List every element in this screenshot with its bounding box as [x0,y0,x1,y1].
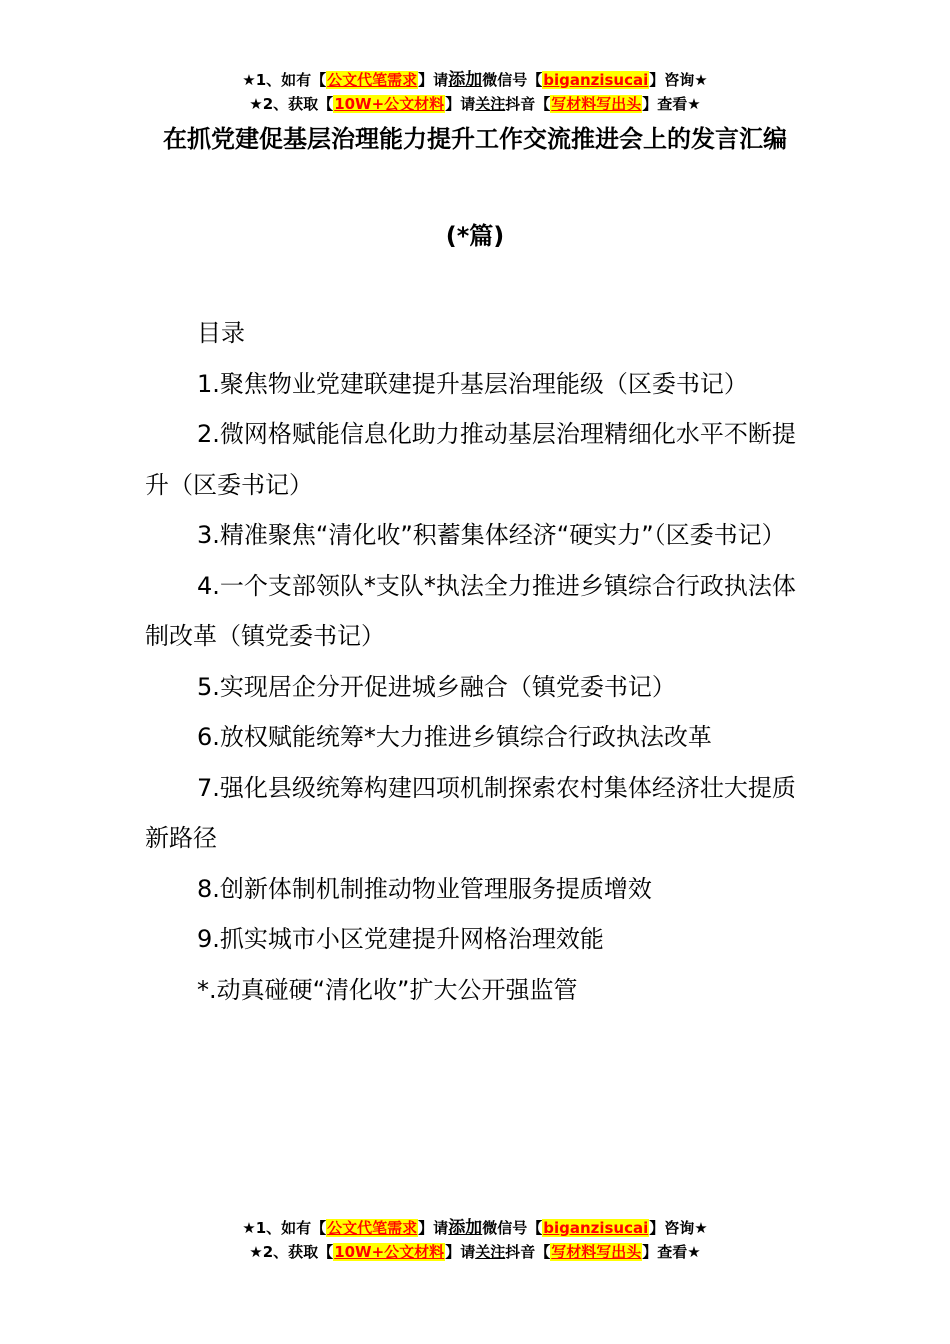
toc-item: 8.创新体制机制推动物业管理服务提质增效 [197,874,652,903]
banner-line-1: ★1、如有【公文代笔需求】请添加微信号【biganzisucai】咨询★ [242,1218,708,1238]
toc-heading: 目录 [197,319,245,347]
toc-item: *.动真碰硬“清化收”扩大公开强监管 [197,975,578,1004]
douyin-highlight: 写材料写出头 [551,1243,642,1261]
materials-highlight: 10W+公文材料 [334,1243,445,1261]
document-title: 在抓党建促基层治理能力提升工作交流推进会上的发言汇编 [163,125,787,153]
footer-banner [0,1216,950,1264]
banner-line-2: ★2、获取【10W+公文材料】请关注抖音【写材料写出头】查看★ [249,95,701,113]
toc-item: 1.聚焦物业党建联建提升基层治理能级（区委书记） [197,369,748,398]
service-highlight: 公文代笔需求 [327,1219,418,1237]
table-of-contents [145,308,815,1015]
document-subtitle: (*篇) [445,222,505,250]
toc-item: 4.一个支部领队*支队*执法全力推进乡镇综合行政执法体制改革（镇党委书记） [145,571,796,650]
banner-line-2: ★2、获取【10W+公文材料】请关注抖音【写材料写出头】查看★ [249,1243,701,1261]
toc-item: 6.放权赋能统筹*大力推进乡镇综合行政执法改革 [197,723,712,751]
wechat-id-highlight: biganzisucai [543,1219,649,1237]
service-highlight: 公文代笔需求 [327,71,418,89]
toc-item: 9.抓实城市小区党建提升网格治理效能 [197,925,604,953]
header-banner [0,68,950,116]
toc-item: 5.实现居企分开促进城乡融合（镇党委书记） [197,672,676,701]
wechat-id-highlight: biganzisucai [543,71,649,89]
banner-line-1: ★1、如有【公文代笔需求】请添加微信号【biganzisucai】咨询★ [242,70,708,90]
toc-item: 2.微网格赋能信息化助力推动基层治理精细化水平不断提升（区委书记） [145,420,796,499]
materials-highlight: 10W+公文材料 [334,95,445,113]
douyin-highlight: 写材料写出头 [551,95,642,113]
toc-item: 3.精准聚焦“清化收”积蓄集体经济“硬实力”（区委书记） [197,521,786,549]
toc-item: 7.强化县级统筹构建四项机制探索农村集体经济壮大提质新路径 [145,773,796,852]
